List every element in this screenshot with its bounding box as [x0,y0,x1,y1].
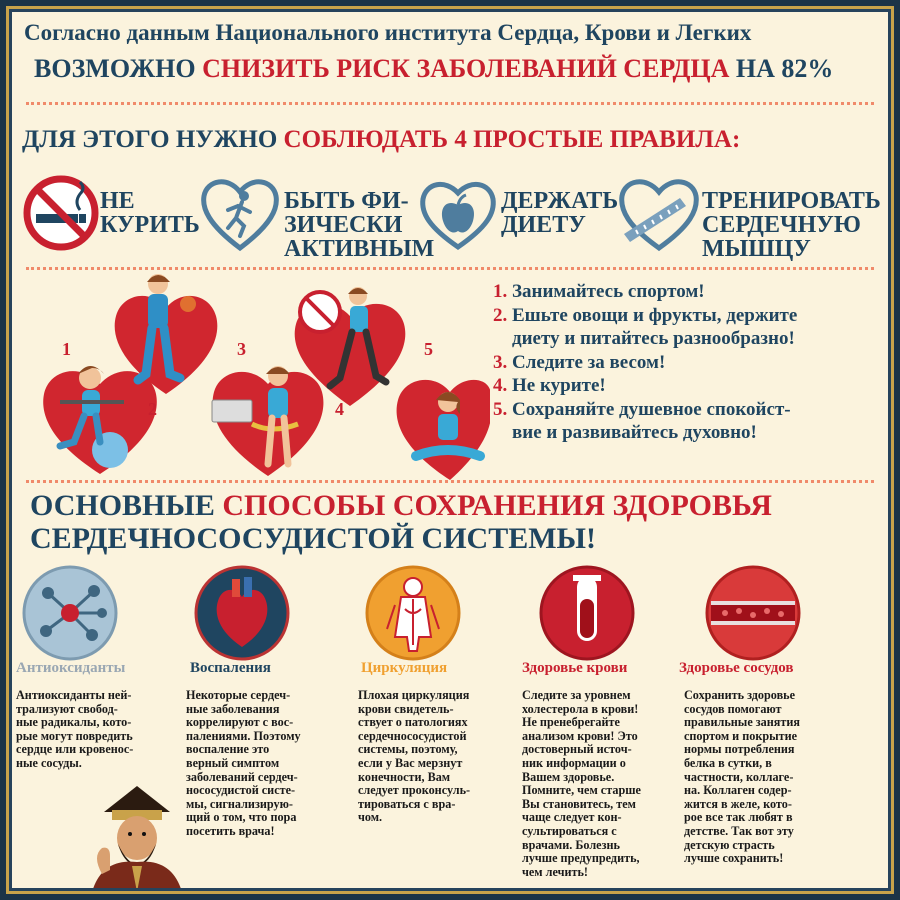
rules-title-a: ДЛЯ ЭТОГО НУЖНО [22,126,284,153]
method-title-blood-health: Здоровье крови [522,660,628,676]
running-heart-icon [198,174,282,254]
header-claim-c: НА 82% [729,54,834,83]
heart-number-1: 1 [62,339,71,359]
divider [26,267,874,270]
header-claim-b: СНИЗИТЬ РИСК ЗАБОЛЕВАНИЙ СЕРДЦА [202,54,730,83]
method-title-inflammation: Воспаления [190,660,271,676]
tip-item: 4. Не курите! [493,375,606,396]
rule-label-heart-training: ТРЕНИРОВАТЬ СЕРДЕЧНУЮ МЫШЦУ [702,188,881,262]
heart-figure-5 [397,380,490,480]
method-title-antioxidants: Антиоксиданты [16,660,126,676]
infographic [12,12,888,888]
test-tube-icon [539,565,635,661]
method-title-vessel-health: Здоровье сосудов [679,660,794,676]
tip-item: 5. Сохраняйте душевное спокойст- вие и развивайтесь духовно! [493,398,791,443]
rule-label-active: БЫТЬ ФИ- ЗИЧЕСКИ АКТИВНЫМ [284,188,435,262]
molecule-icon [22,565,118,661]
divider [26,480,874,483]
tip-item: 3. Следите за весом! [493,351,666,373]
divider [26,102,874,105]
heart-number-2: 2 [148,399,157,419]
method-title-circulation: Циркуляция [361,660,448,676]
method-text-inflammation: Некоторые сердеч- ные заболевания коррелируют с вос- палениями. Поэтому воспаление это верный симптом заболеваний сердеч- нососудистой систе- мы, сигнализирую- щий о том, что пора посетить врача! [186,688,301,838]
header-claim-a: ВОЗМОЖНО [34,54,203,83]
tip-item: 2. Ешьте овощи и фрукты, держите диету и питайтесь разнообразно! [493,304,798,349]
tips-list [493,280,797,445]
tip-item: 1. Занимайтесь спортом! [493,281,705,302]
heart-tape-icon [616,174,702,254]
method-text-blood-health: Следите за уровнем холестерола в крови! Не пренебрегайте анализом крови! Это достоверный источ- ник информации о Вашем здоровье. Помните, чем старше Вы становитесь, тем чаще следует кон- сультироваться с врачами. Болезнь лучше предупредить, чем лечить! [522,688,641,879]
heart-figure-3 [212,366,323,476]
apple-icon [417,177,499,251]
anatomical-heart-icon [194,565,290,661]
heart-number-3: 3 [237,339,246,359]
method-text-circulation: Плохая циркуляция крови свидетель- ствует о патологиях сердечнососудистой системы, поэтому, если у Вас мерзнут конечности, Вам следует проконсуль- тироваться с вра- чом. [358,688,471,825]
circulation-icon [365,565,461,661]
exercise-illustrations [40,274,490,484]
rule-label-no-smoking: НЕ КУРИТЬ [100,188,200,238]
header-source-line: Согласно данным Национального института Сердца, Крови и Легких [24,20,752,45]
no-smoking-icon [22,174,100,252]
methods-title-line1: ОСНОВНЫЕ СПОСОБЫ СОХРАНЕНИЯ ЗДОРОВЬЯ [30,489,772,522]
rules-title [22,126,740,154]
method-text-antioxidants: Антиоксиданты ней- трализуют свобод- ные радикалы, кото- рые могут повредить сердце или кровенос- ные сосуды. [16,688,134,770]
rule-label-diet: ДЕРЖАТЬ ДИЕТУ [501,188,619,238]
header-claim [34,54,833,84]
methods-title-line2: СЕРДЕЧНОСОСУДИСТОЙ СИСТЕМЫ! [30,522,596,555]
heart-number-5: 5 [424,339,433,359]
blood-vessel-icon [705,565,801,661]
rules-title-b: СОБЛЮДАТЬ 4 ПРОСТЫЕ ПРАВИЛА: [283,126,741,153]
sage-character-illustration [82,782,192,888]
heart-number-4: 4 [335,399,344,419]
method-text-vessel-health: Сохранить здоровье сосудов помогают правильные занятия спортом и покрытие нормы потребления белка в сутки, в частности, коллаге- на. Коллаген содер- жится в желе, кото- рое все так любят в детстве. Так вот эту детскую страсть лучше сохранить! [684,688,800,866]
